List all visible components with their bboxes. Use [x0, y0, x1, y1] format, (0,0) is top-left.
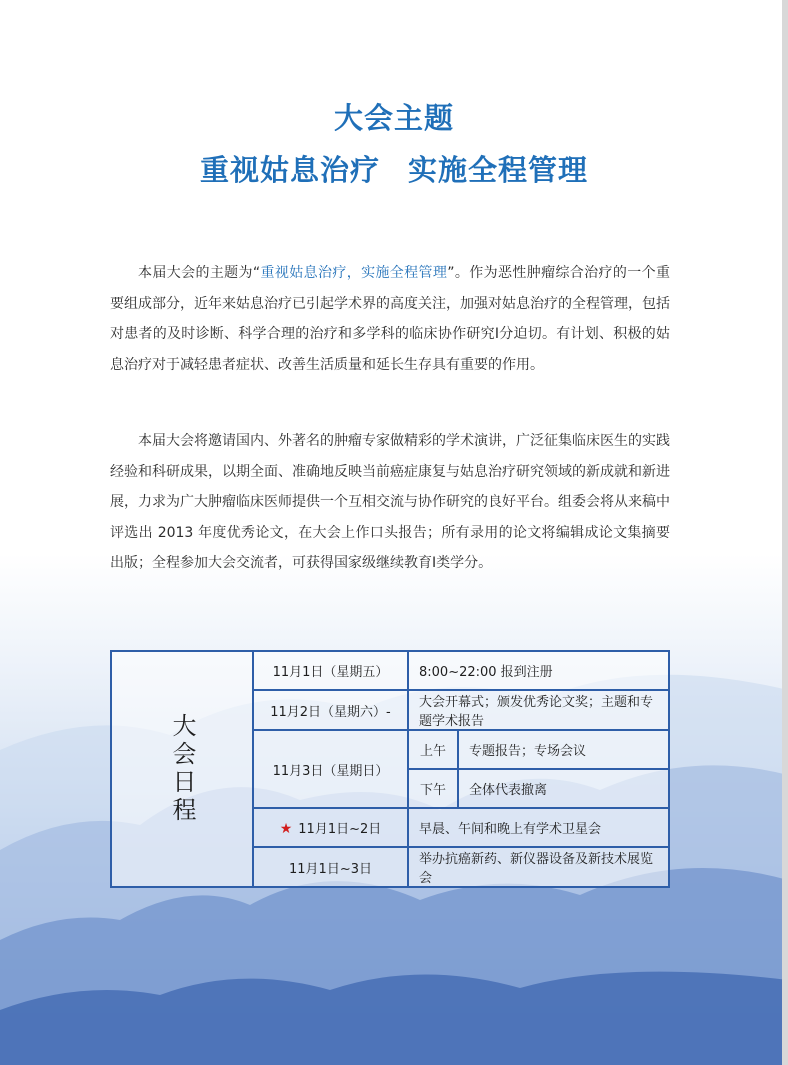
p1-lead: 本届大会的主题为“: [138, 265, 261, 281]
schedule-pm-label: 下午: [408, 769, 458, 808]
intro-paragraph-2: 本届大会将邀请国内、外著名的肿瘤专家做精彩的学术演讲，广泛征集临床医生的实践经验和科研成果，以期全面、准确地反映当前癌症康复与姑息治疗研究领域的新成就和新进展，力求为广大肿瘤临床医师提供一个互相交流与协作研究的良好平台。组委会将从来稿中评选出 2013 年度优秀论文，在大会上作口头报告；所有录用的论文将编辑成论文集摘要出版；全程参加大会交流者，可获得国家级继续教育Ⅰ类学分。: [110, 433, 670, 571]
schedule-content: 8:00~22:00 报到注册: [408, 651, 669, 690]
schedule-date: [253, 808, 408, 847]
schedule-date: 11月2日（星期六）-: [253, 690, 408, 730]
p1-rest: ”。作为恶性肿瘤综合治疗的一个重要组成部分，近年来姑息治疗已引起学术界的高度关注，加强对姑息治疗的全程管理，包括对患者的及时诊断、科学合理的治疗和多学科的临床协作研究Ⅰ分迫切。有计划、积极的姑息治疗对于减轻患者症状、改善生活质量和延长生存具有重要的作用。: [110, 265, 670, 373]
theme-heading: 大会主题: [333, 101, 454, 135]
intro-paragraph-1: [110, 258, 670, 380]
schedule-am-label: 上午: [408, 730, 458, 769]
schedule-date-text: 11月1日~2日: [298, 822, 382, 837]
schedule-content: 大会开幕式；颁发优秀论文奖；主题和专题学术报告: [408, 690, 669, 730]
schedule-date: 11月1日~3日: [253, 847, 408, 887]
table-row: [111, 651, 669, 690]
theme-slogan-part1: 重视姑息治疗: [199, 153, 380, 187]
schedule-date: 11月3日（星期日）: [253, 730, 408, 808]
schedule-content: 专题报告；专场会议: [458, 730, 669, 769]
schedule-content: 全体代表撤离: [458, 769, 669, 808]
schedule-content: 举办抗癌新药、新仪器设备及新技术展览会: [408, 847, 669, 887]
schedule-side-label: 大会日程: [111, 651, 253, 887]
schedule-date: 11月1日（星期五）: [253, 651, 408, 690]
star-icon: ★: [279, 821, 293, 837]
theme-slogan: [0, 148, 788, 189]
schedule-table: [110, 650, 670, 888]
schedule-content: 早晨、午间和晚上有学术卫星会: [408, 808, 669, 847]
p1-highlight: 重视姑息治疗，实施全程管理: [260, 265, 448, 281]
theme-slogan-part2: 实施全程管理: [408, 153, 589, 187]
